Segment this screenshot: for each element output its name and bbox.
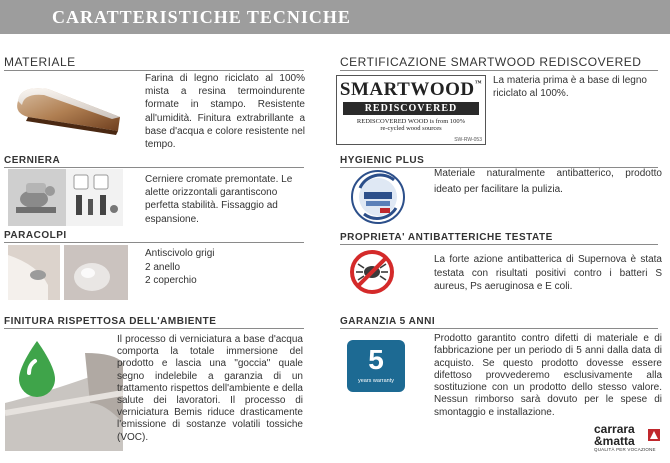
materiale-heading: MATERIALE: [4, 55, 304, 71]
paracolpi-heading: PARACOLPI: [4, 230, 304, 243]
paracolpi-line: 2 anello: [145, 261, 181, 273]
smartwood-tagline-2: re-cycled wood sources: [380, 125, 442, 132]
logo-line-1: carrara: [594, 422, 635, 436]
proprieta-text: La forte azione antibatterica di Supernova è stata testata con risultati positivi contro i batteri S aureus, Ps aeruginosa e E coli.: [434, 254, 662, 292]
smartwood-band: REDISCOVERED: [343, 102, 479, 115]
proprieta-heading: PROPRIETA' ANTIBATTERICHE TESTATE: [340, 232, 658, 245]
smartwood-brand: SMARTWOOD: [339, 79, 475, 100]
no-bacteria-icon: [347, 250, 397, 294]
smartwood-tagline-1: REDISCOVERED WOOD is from 100%: [356, 118, 466, 125]
page-title: CARATTERISTICHE TECNICHE: [52, 7, 351, 27]
logo-line-2: &matta: [594, 434, 635, 448]
carrara-matta-logo: [594, 424, 668, 462]
warranty-badge-icon: [347, 340, 405, 392]
cerniera-heading: CERNIERA: [4, 155, 304, 168]
finish-image: [5, 333, 123, 451]
hinge-image: [8, 169, 123, 226]
material-sample-image: [8, 79, 128, 139]
finitura-text: Il processo di verniciatura a base d'acqua comporta la totale immersione del prodotto e lascia una "goccia" quale segno indelebile a garanzia di un trattamento rispettos dell'ambiente e della salute dei lavoratori. Il processo di verniciatura Bemis riduce drasticamente l'emissione di sostanze volatili tossiche (VOC).: [117, 334, 303, 443]
garanzia-text: Prodotto garantito contro difetti di materiale e di fabbricazione per un periodo di 5 anni dalla data di acquisto. Se questo prodotto dovesse essere difettoso provvederemo esclusivamente alla sostituzione con un prodotto dello stesso valore. Nessun rimborso sarà dovuto per le spese di smontaggio e installazione.: [434, 333, 662, 418]
paracolpi-line: 2 coperchio: [145, 275, 197, 286]
warranty-caption: years warranty: [357, 378, 395, 384]
header-banner: [0, 0, 670, 34]
warranty-number: 5: [368, 344, 384, 375]
certificazione-heading: CERTIFICAZIONE SMARTWOOD REDISCOVERED: [340, 55, 658, 71]
certificazione-text: La materia prima è a base di legno riciclato al 100%.: [493, 75, 647, 100]
cerniera-text: Cerniere cromate premontate. Le alette orizzontali garantiscono perfetta stabilità. Fissaggio ad espansione.: [145, 174, 293, 225]
paracolpi-text: [145, 247, 305, 288]
materiale-text: Farina di legno riciclato al 100% mista a resina termoindurente formate in stampo. Resistente all'umidità. Finitura extrabrillante a base d'acqua e colore resistente nel tempo.: [145, 73, 305, 151]
logo-tagline: QUALITÀ PER VOCAZIONE: [594, 447, 656, 452]
smartwood-tm: ™: [474, 79, 483, 87]
hygienic-heading: HYGIENIC PLUS: [340, 155, 658, 168]
finitura-heading: FINITURA RISPETTOSA DELL'AMBIENTE: [4, 316, 304, 329]
smartwood-logo: [336, 75, 486, 145]
logo-mark-icon: [647, 428, 661, 442]
paracolpi-line: Antiscivolo grigi: [145, 248, 215, 259]
bumper-image: [8, 245, 128, 300]
smartwood-code: SW-RW-053: [454, 137, 482, 143]
hygienic-plus-logo: [342, 168, 414, 226]
garanzia-heading: GARANZIA 5 ANNI: [340, 316, 658, 329]
hygienic-text: Materiale naturalmente antibatterico, prodotto ideato per facilitare la pulizia.: [434, 168, 662, 195]
